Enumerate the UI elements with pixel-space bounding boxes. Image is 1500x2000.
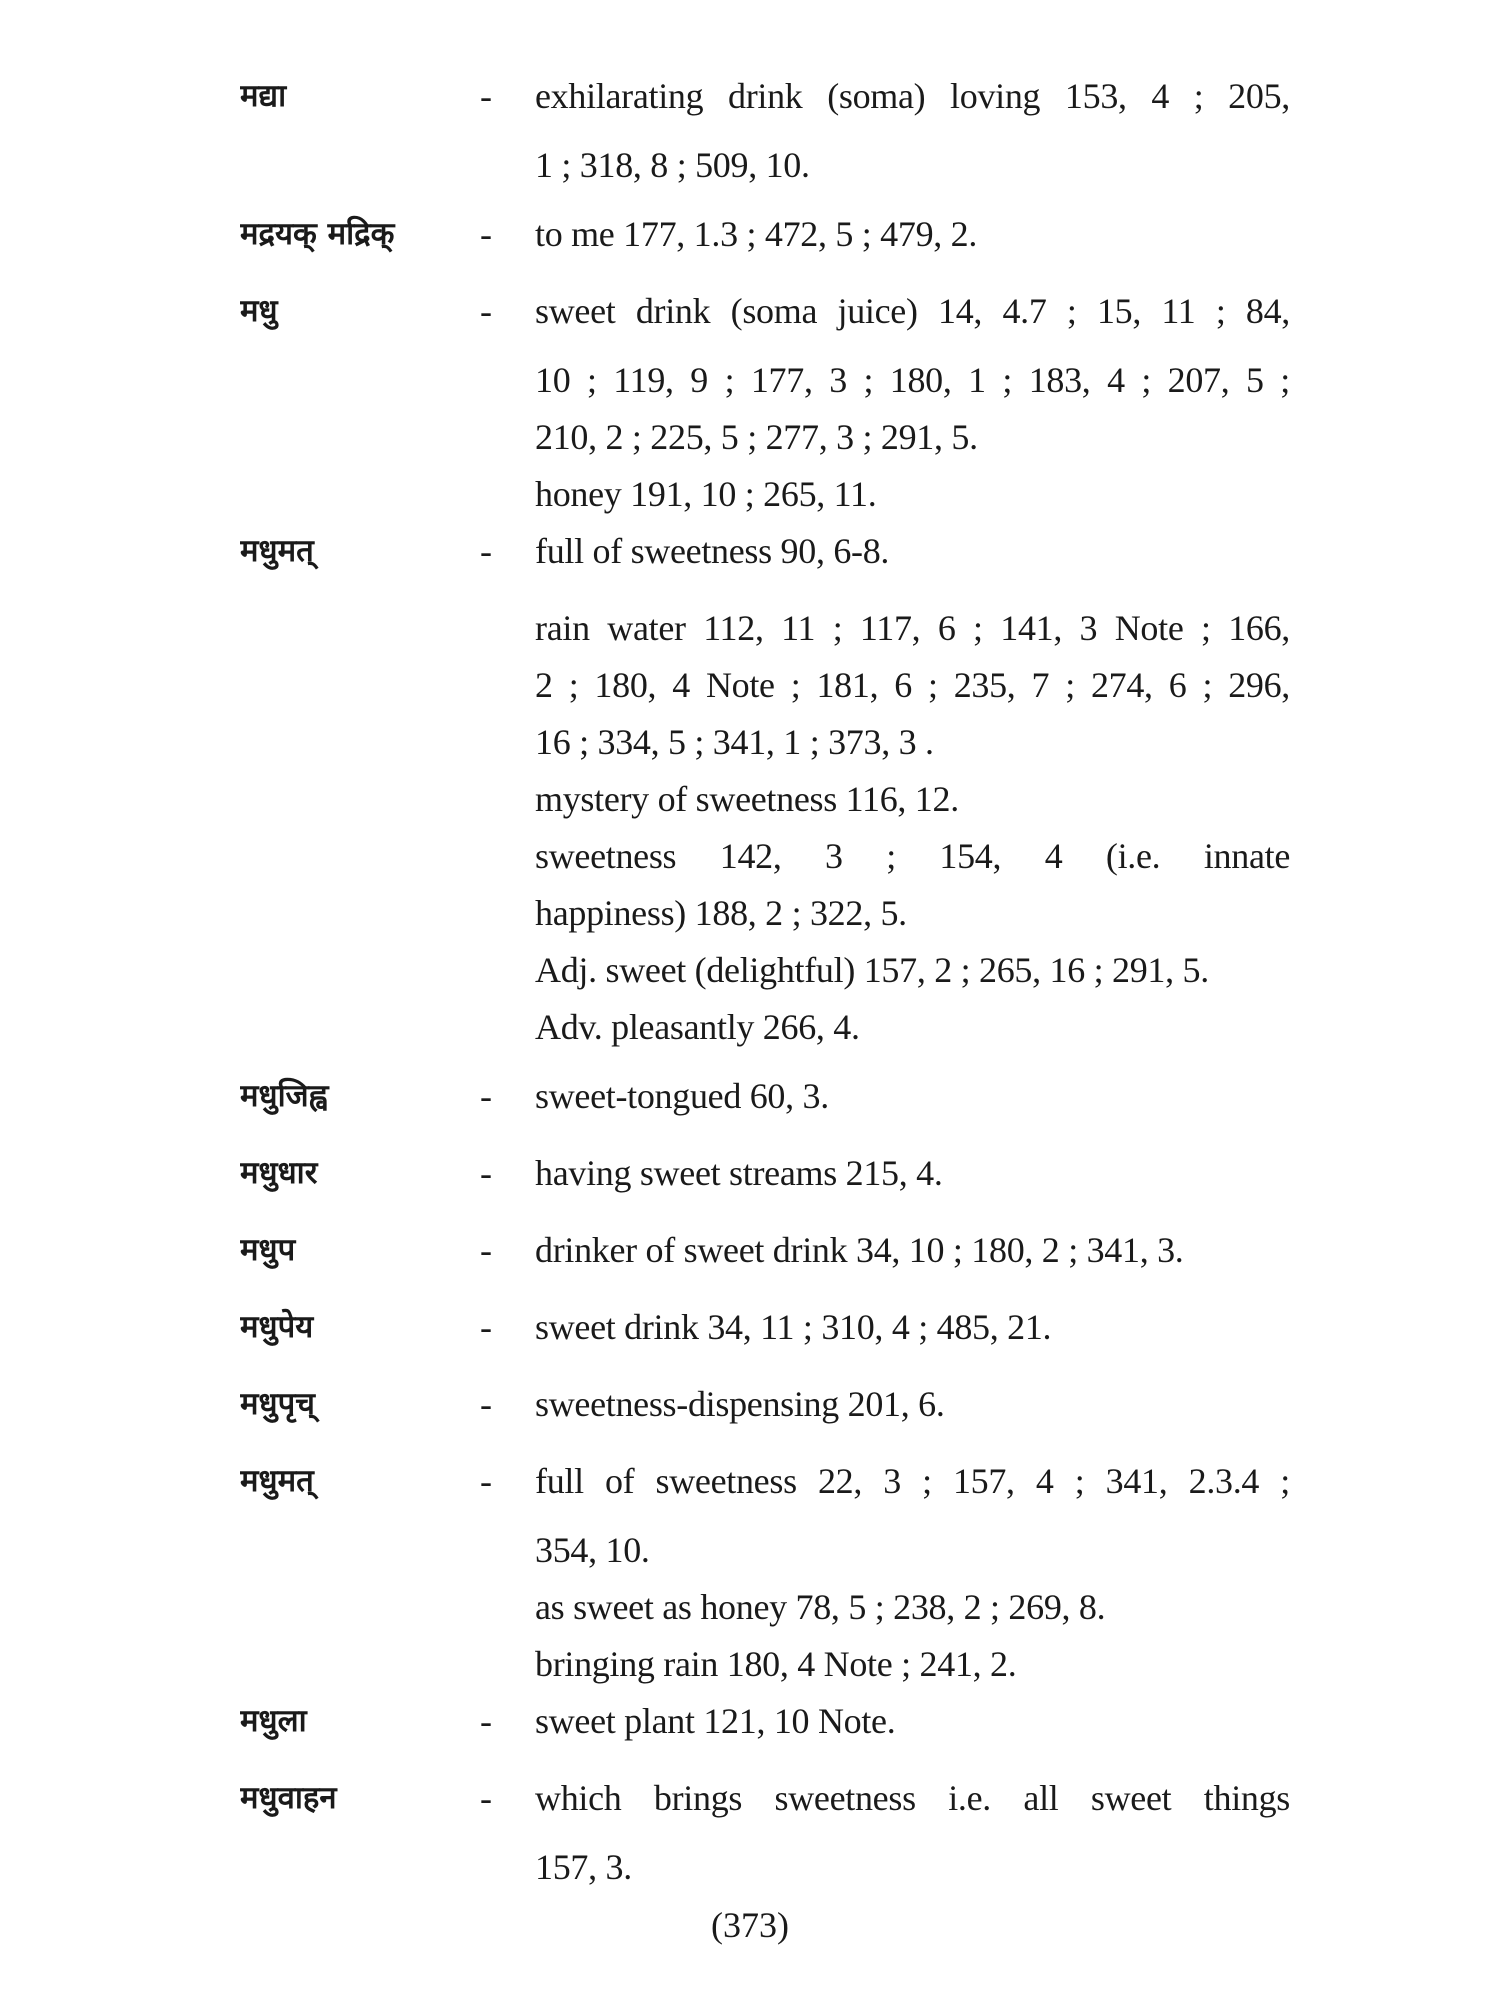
definition-line: Adv. pleasantly 266, 4. — [535, 1007, 860, 1047]
headword: मधुमत् — [240, 533, 314, 569]
definition-line: exhilarating drink (soma) loving 153, 4 ; 205, — [535, 76, 1290, 116]
entry — [240, 1453, 1290, 1693]
headword: मधुप — [240, 1232, 296, 1268]
entry — [240, 68, 1290, 194]
definition-line: sweet drink 34, 11 ; 310, 4 ; 485, 21. — [535, 1307, 1052, 1347]
separator-dash: - — [480, 1384, 492, 1424]
definitions — [535, 1145, 1290, 1202]
definitions — [535, 1693, 1290, 1750]
headword: मद्रयक् मद्रिक् — [240, 216, 395, 252]
definition-line: 157, 3. — [535, 1847, 632, 1887]
separator-dash: - — [480, 1076, 492, 1116]
definition-line: which brings sweetness i.e. all sweet things — [535, 1778, 1290, 1818]
definitions — [535, 1453, 1290, 1693]
entry — [240, 1068, 1290, 1125]
definition-line: sweetness-dispensing 201, 6. — [535, 1384, 945, 1424]
definition-line: sweetness 142, 3 ; 154, 4 (i.e. innate — [535, 836, 1290, 876]
entry — [240, 1770, 1290, 1896]
definitions — [535, 283, 1290, 523]
entry — [240, 283, 1290, 523]
headword: मधुपृच् — [240, 1386, 315, 1422]
headword: मधुवाहन — [240, 1780, 337, 1816]
separator-dash: - — [480, 1461, 492, 1501]
definitions — [535, 1299, 1290, 1356]
headword: मधुमत् — [240, 1463, 314, 1499]
definition-line: full of sweetness 90, 6-8. — [535, 531, 890, 571]
separator-dash: - — [480, 1307, 492, 1347]
definitions — [535, 1222, 1290, 1279]
separator-dash: - — [480, 1230, 492, 1270]
definition-line: bringing rain 180, 4 Note ; 241, 2. — [535, 1644, 1017, 1684]
headword: मधु — [240, 293, 278, 329]
entry — [240, 206, 1290, 263]
separator-dash: - — [480, 1153, 492, 1193]
definition-line: as sweet as honey 78, 5 ; 238, 2 ; 269, 8. — [535, 1587, 1106, 1627]
definition-line: 1 ; 318, 8 ; 509, 10. — [535, 145, 810, 185]
definition-line: 354, 10. — [535, 1530, 650, 1570]
definitions — [535, 1770, 1290, 1896]
separator-dash: - — [480, 531, 492, 571]
definition-line: sweet plant 121, 10 Note. — [535, 1701, 896, 1741]
definition-line: Adj. sweet (delightful) 157, 2 ; 265, 16 ; 291, 5. — [535, 950, 1209, 990]
definition-line: drinker of sweet drink 34, 10 ; 180, 2 ; 341, 3. — [535, 1230, 1184, 1270]
headword: मद्या — [240, 78, 287, 114]
headword: मधुपेय — [240, 1309, 314, 1345]
separator-dash: - — [480, 1701, 492, 1741]
definitions — [535, 1376, 1290, 1433]
definitions — [535, 206, 1290, 263]
definitions — [535, 1068, 1290, 1125]
entry — [240, 523, 1290, 1056]
definition-line: to me 177, 1.3 ; 472, 5 ; 479, 2. — [535, 214, 978, 254]
page-number: (373) — [711, 1905, 789, 1945]
headword: मधुधार — [240, 1155, 318, 1191]
definition-line: rain water 112, 11 ; 117, 6 ; 141, 3 Note ; 166, — [535, 608, 1290, 648]
definitions — [535, 523, 1290, 1056]
definition-line: happiness) 188, 2 ; 322, 5. — [535, 893, 907, 933]
separator-dash: - — [480, 76, 492, 116]
definition-line: honey 191, 10 ; 265, 11. — [535, 474, 877, 514]
definition-line: sweet-tongued 60, 3. — [535, 1076, 829, 1116]
entry — [240, 1376, 1290, 1433]
definition-line: full of sweetness 22, 3 ; 157, 4 ; 341, 2.3.4 ; — [535, 1461, 1290, 1501]
definition-line: having sweet streams 215, 4. — [535, 1153, 943, 1193]
separator-dash: - — [480, 214, 492, 254]
separator-dash: - — [480, 291, 492, 331]
entry — [240, 1145, 1290, 1202]
headword: मधुजिह्व — [240, 1078, 328, 1114]
definition-line: mystery of sweetness 116, 12. — [535, 779, 959, 819]
definition-line: 16 ; 334, 5 ; 341, 1 ; 373, 3 . — [535, 722, 934, 762]
headword: मधुला — [240, 1703, 307, 1739]
entry-list — [240, 68, 1290, 1896]
definitions — [535, 68, 1290, 194]
separator-dash: - — [480, 1778, 492, 1818]
entry — [240, 1222, 1290, 1279]
definition-line: 10 ; 119, 9 ; 177, 3 ; 180, 1 ; 183, 4 ; 207, 5 ; — [535, 360, 1290, 400]
entry — [240, 1299, 1290, 1356]
definition-line: 2 ; 180, 4 Note ; 181, 6 ; 235, 7 ; 274, 6 ; 296, — [535, 665, 1290, 705]
definition-line: 210, 2 ; 225, 5 ; 277, 3 ; 291, 5. — [535, 417, 978, 457]
entry — [240, 1693, 1290, 1750]
definition-line: sweet drink (soma juice) 14, 4.7 ; 15, 11 ; 84, — [535, 291, 1290, 331]
